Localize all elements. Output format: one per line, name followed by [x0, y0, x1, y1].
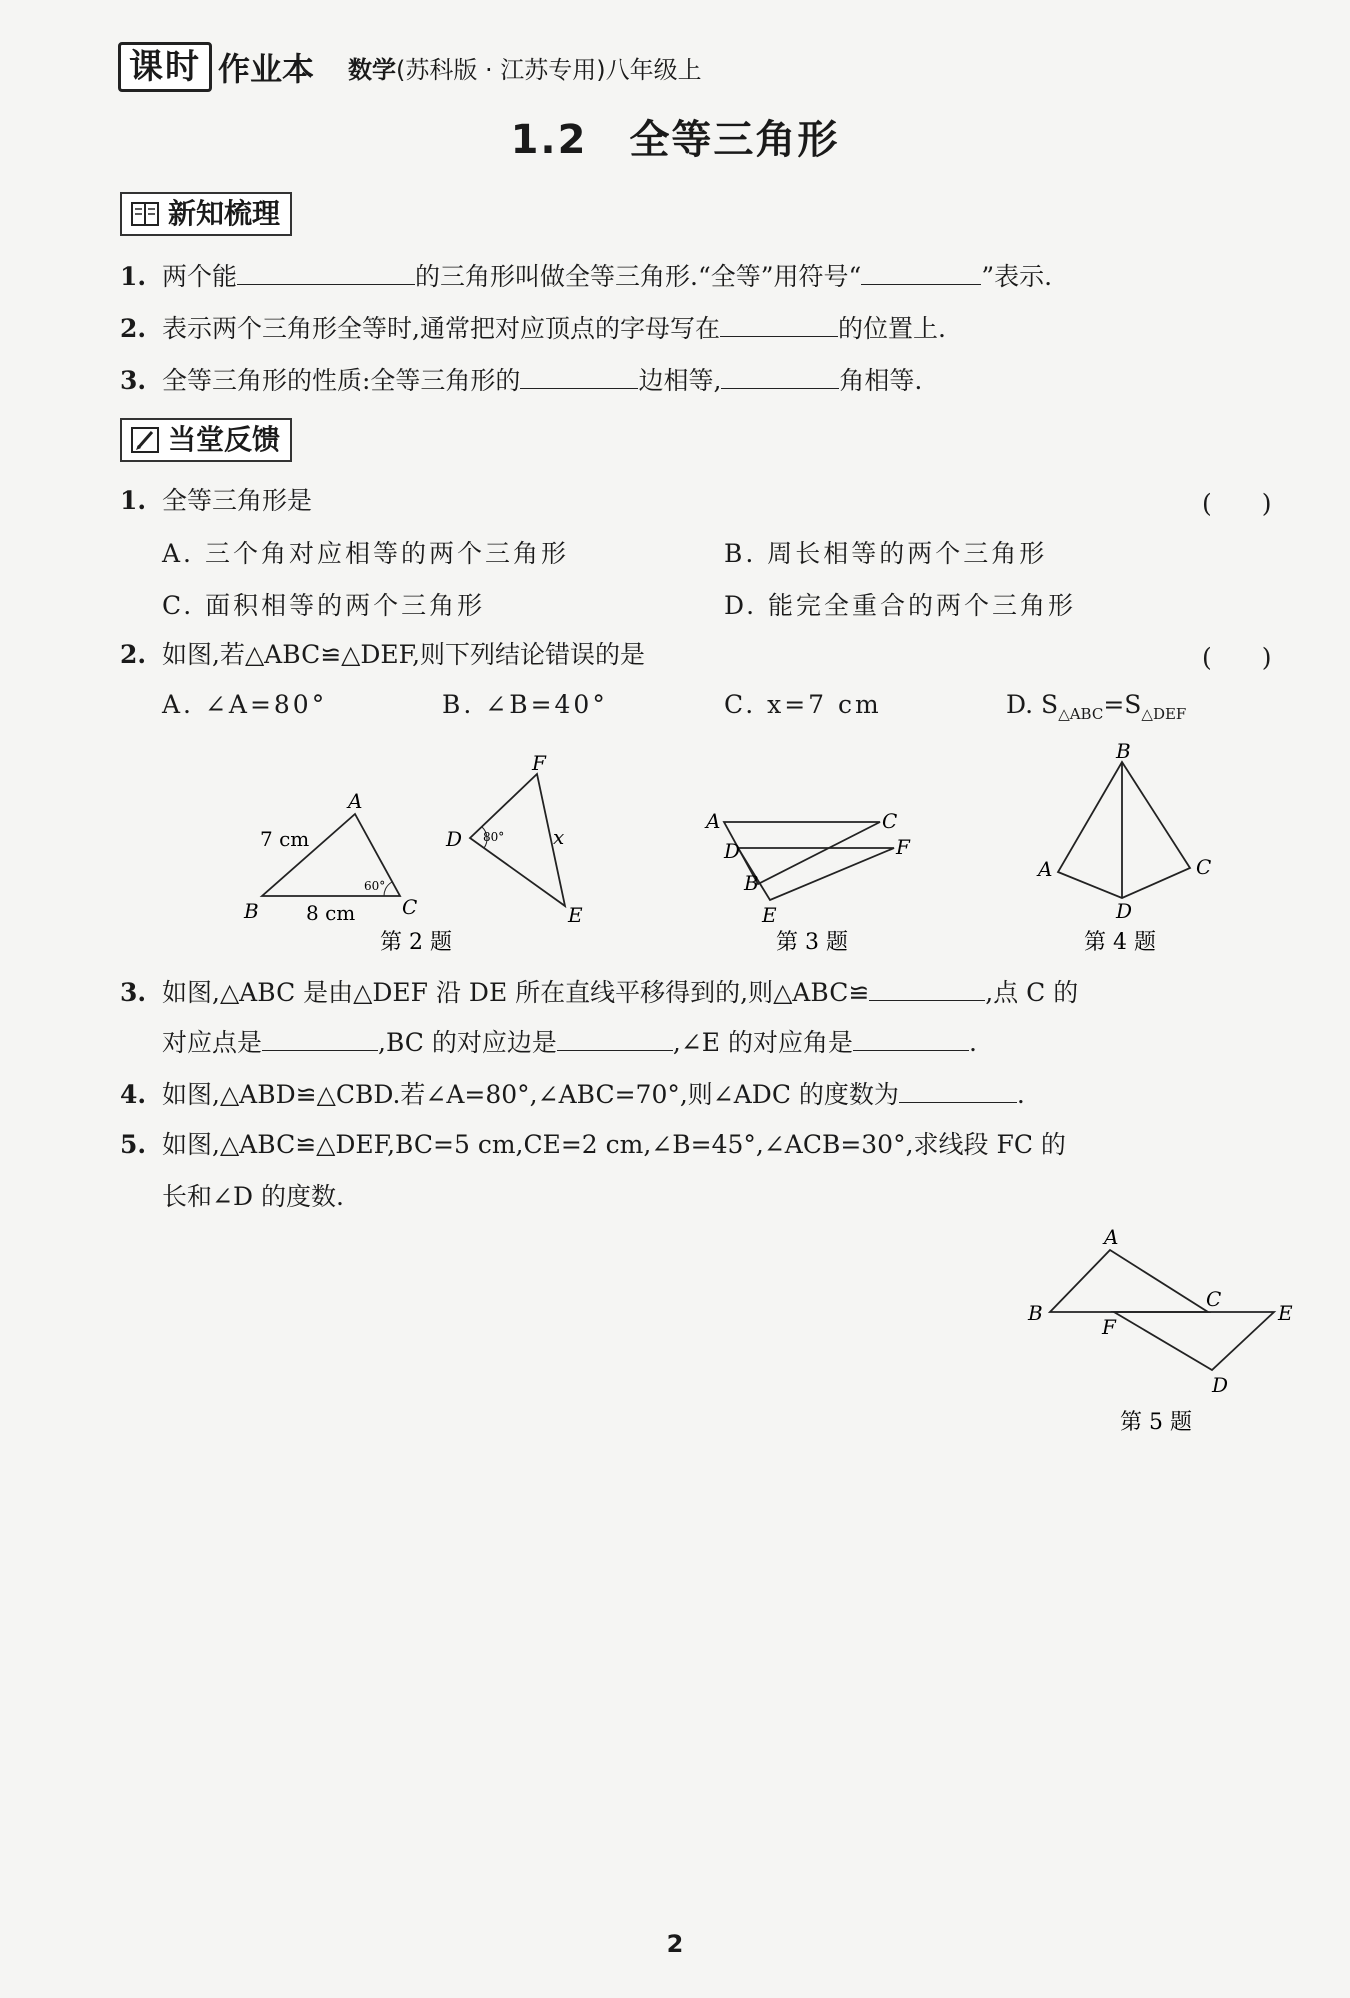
question-text: 全等三角形的性质:全等三角形的: [162, 366, 521, 395]
s2-question-4: [120, 1076, 1025, 1112]
question-text: .: [968, 1028, 977, 1057]
edition: (苏科版 · 江苏专用)八年级上: [396, 56, 702, 84]
option-a[interactable]: A. 三个角对应相等的两个三角形: [162, 539, 569, 568]
figure-2: [230, 752, 610, 962]
option-b[interactable]: B. 周长相等的两个三角形: [724, 539, 1048, 568]
figure-caption: 第 3 题: [776, 930, 848, 955]
question-text: .: [1016, 1080, 1025, 1109]
figure-5: [1010, 1220, 1320, 1440]
point-c-label: C: [1206, 1287, 1222, 1311]
question-number: 2.: [120, 640, 147, 669]
answer-blank[interactable]: [520, 362, 638, 389]
option-d[interactable]: D. 能完全重合的两个三角形: [724, 591, 1077, 620]
subject: 数学: [348, 56, 396, 84]
series-name: 作业本: [218, 50, 315, 88]
answer-blank[interactable]: [720, 310, 838, 337]
s2-question-5-line-1: [120, 1128, 1066, 1162]
lesson-title: 1.2 全等三角形: [510, 117, 840, 163]
point-e-label: E: [568, 903, 583, 927]
section-tag-feedback: [120, 418, 292, 462]
triangle-abc: [1050, 1250, 1208, 1312]
triangle-def: [1114, 1312, 1274, 1370]
section-tag-label: 新知梳理: [168, 197, 281, 230]
option-c[interactable]: C. x=7 cm: [724, 690, 882, 719]
question-text: 的三角形叫做全等三角形.“全等”用符号“: [415, 262, 862, 291]
series-logo: 课时: [118, 42, 212, 92]
answer-blank[interactable]: [861, 258, 981, 285]
point-a-label: A: [348, 789, 363, 813]
s1-question-1: [120, 258, 1052, 294]
page-number: 2: [666, 1930, 684, 1958]
point-f-label: F: [1102, 1315, 1116, 1339]
point-e-label: E: [1278, 1301, 1293, 1325]
point-e-label: E: [762, 903, 777, 927]
pencil-icon: [130, 426, 160, 454]
question-text: ,BC 的对应边是: [378, 1028, 557, 1057]
question-text: 如图,若△ABC≌△DEF,则下列结论错误的是: [162, 640, 646, 669]
point-c-label: C: [402, 895, 418, 919]
point-b-label: B: [1028, 1301, 1043, 1325]
question-number: 1.: [120, 262, 147, 291]
question-text: 边相等,: [638, 366, 722, 395]
question-text: 长和∠D 的度数.: [162, 1182, 344, 1211]
s1-question-3: [120, 362, 922, 398]
answer-blank[interactable]: [262, 1024, 378, 1051]
question-number: 3.: [120, 366, 147, 395]
question-number: 2.: [120, 314, 147, 343]
question-text: 全等三角形是: [162, 486, 313, 515]
side-bc-label: 8 cm: [306, 901, 356, 925]
point-d-label: D: [1116, 899, 1133, 923]
quadrilateral-abcd: [1058, 762, 1190, 898]
question-text: 如图,△ABC 是由△DEF 沿 DE 所在直线平移得到的,则△ABC≌: [162, 978, 870, 1007]
answer-blank[interactable]: [721, 362, 839, 389]
point-a-label: A: [1104, 1225, 1119, 1249]
point-a-label: A: [1038, 857, 1053, 881]
point-f-label: F: [896, 835, 910, 859]
figure-3: [690, 800, 930, 960]
point-d-label: D: [1212, 1373, 1229, 1397]
point-d-label: D: [724, 839, 741, 863]
point-a-label: A: [706, 809, 721, 833]
question-number: 3.: [120, 978, 147, 1007]
question-text: ,∠E 的对应角是: [672, 1028, 853, 1057]
answer-blank[interactable]: [557, 1024, 673, 1051]
figure-caption: 第 2 题: [380, 930, 452, 955]
book-icon: [130, 200, 160, 228]
question-text: 表示两个三角形全等时,通常把对应顶点的字母写在: [162, 314, 720, 343]
option-a[interactable]: A. ∠A=80°: [162, 690, 328, 719]
point-b-label: B: [1116, 740, 1131, 763]
question-text: 角相等.: [839, 366, 923, 395]
point-d-label: D: [446, 827, 463, 851]
answer-blank[interactable]: [899, 1076, 1017, 1103]
option-d[interactable]: [1006, 690, 1186, 723]
s2-question-3-line-1: [120, 974, 1078, 1010]
answer-parentheses[interactable]: ( ): [1202, 643, 1272, 672]
question-text: 如图,△ABC≌△DEF,BC=5 cm,CE=2 cm,∠B=45°,∠ACB=30°,求线段 FC 的: [162, 1130, 1066, 1159]
s2-question-3-line-2: [162, 1024, 977, 1060]
subscript: △ABC: [1058, 705, 1104, 723]
s2-question-2: [120, 638, 645, 672]
question-text: ,点 C 的: [985, 978, 1079, 1007]
triangle-def: [738, 848, 894, 900]
figure-caption: 第 5 题: [1120, 1410, 1192, 1435]
question-text: 两个能: [162, 262, 238, 291]
angle-c-label: 60°: [364, 879, 386, 893]
question-number: 4.: [120, 1080, 147, 1109]
option-d-text: D. S: [1006, 690, 1059, 719]
point-c-label: C: [882, 809, 898, 833]
option-d-text: =S: [1103, 690, 1142, 719]
question-text: ”表示.: [981, 262, 1053, 291]
s2-question-1: [120, 484, 312, 518]
side-x-label: x: [553, 825, 565, 849]
answer-blank[interactable]: [237, 258, 415, 285]
question-number: 5.: [120, 1130, 147, 1159]
option-b[interactable]: B. ∠B=40°: [442, 690, 608, 719]
s1-question-2: [120, 310, 946, 346]
s2-question-5-line-2: [162, 1180, 344, 1214]
question-text: 对应点是: [162, 1028, 263, 1057]
subscript: △DEF: [1141, 705, 1187, 723]
point-b-label: B: [744, 871, 759, 895]
question-text: 的位置上.: [837, 314, 946, 343]
side-ab-label: 7 cm: [260, 827, 310, 851]
point-f-label: F: [532, 752, 546, 775]
angle-d-label: 80°: [483, 830, 505, 844]
section-tag-new-knowledge: [120, 192, 292, 236]
point-b-label: B: [244, 899, 259, 923]
figure-caption: 第 4 题: [1084, 930, 1156, 955]
point-c-label: C: [1196, 855, 1212, 879]
figure-4: [1020, 740, 1240, 960]
option-c[interactable]: C. 面积相等的两个三角形: [162, 591, 486, 620]
book-info: [348, 50, 702, 85]
answer-blank[interactable]: [869, 974, 985, 1001]
section-tag-label: 当堂反馈: [168, 423, 281, 456]
question-number: 1.: [120, 486, 147, 515]
question-text: 如图,△ABD≌△CBD.若∠A=80°,∠ABC=70°,则∠ADC 的度数为: [162, 1080, 899, 1109]
answer-blank[interactable]: [853, 1024, 969, 1051]
answer-parentheses[interactable]: ( ): [1202, 489, 1272, 518]
